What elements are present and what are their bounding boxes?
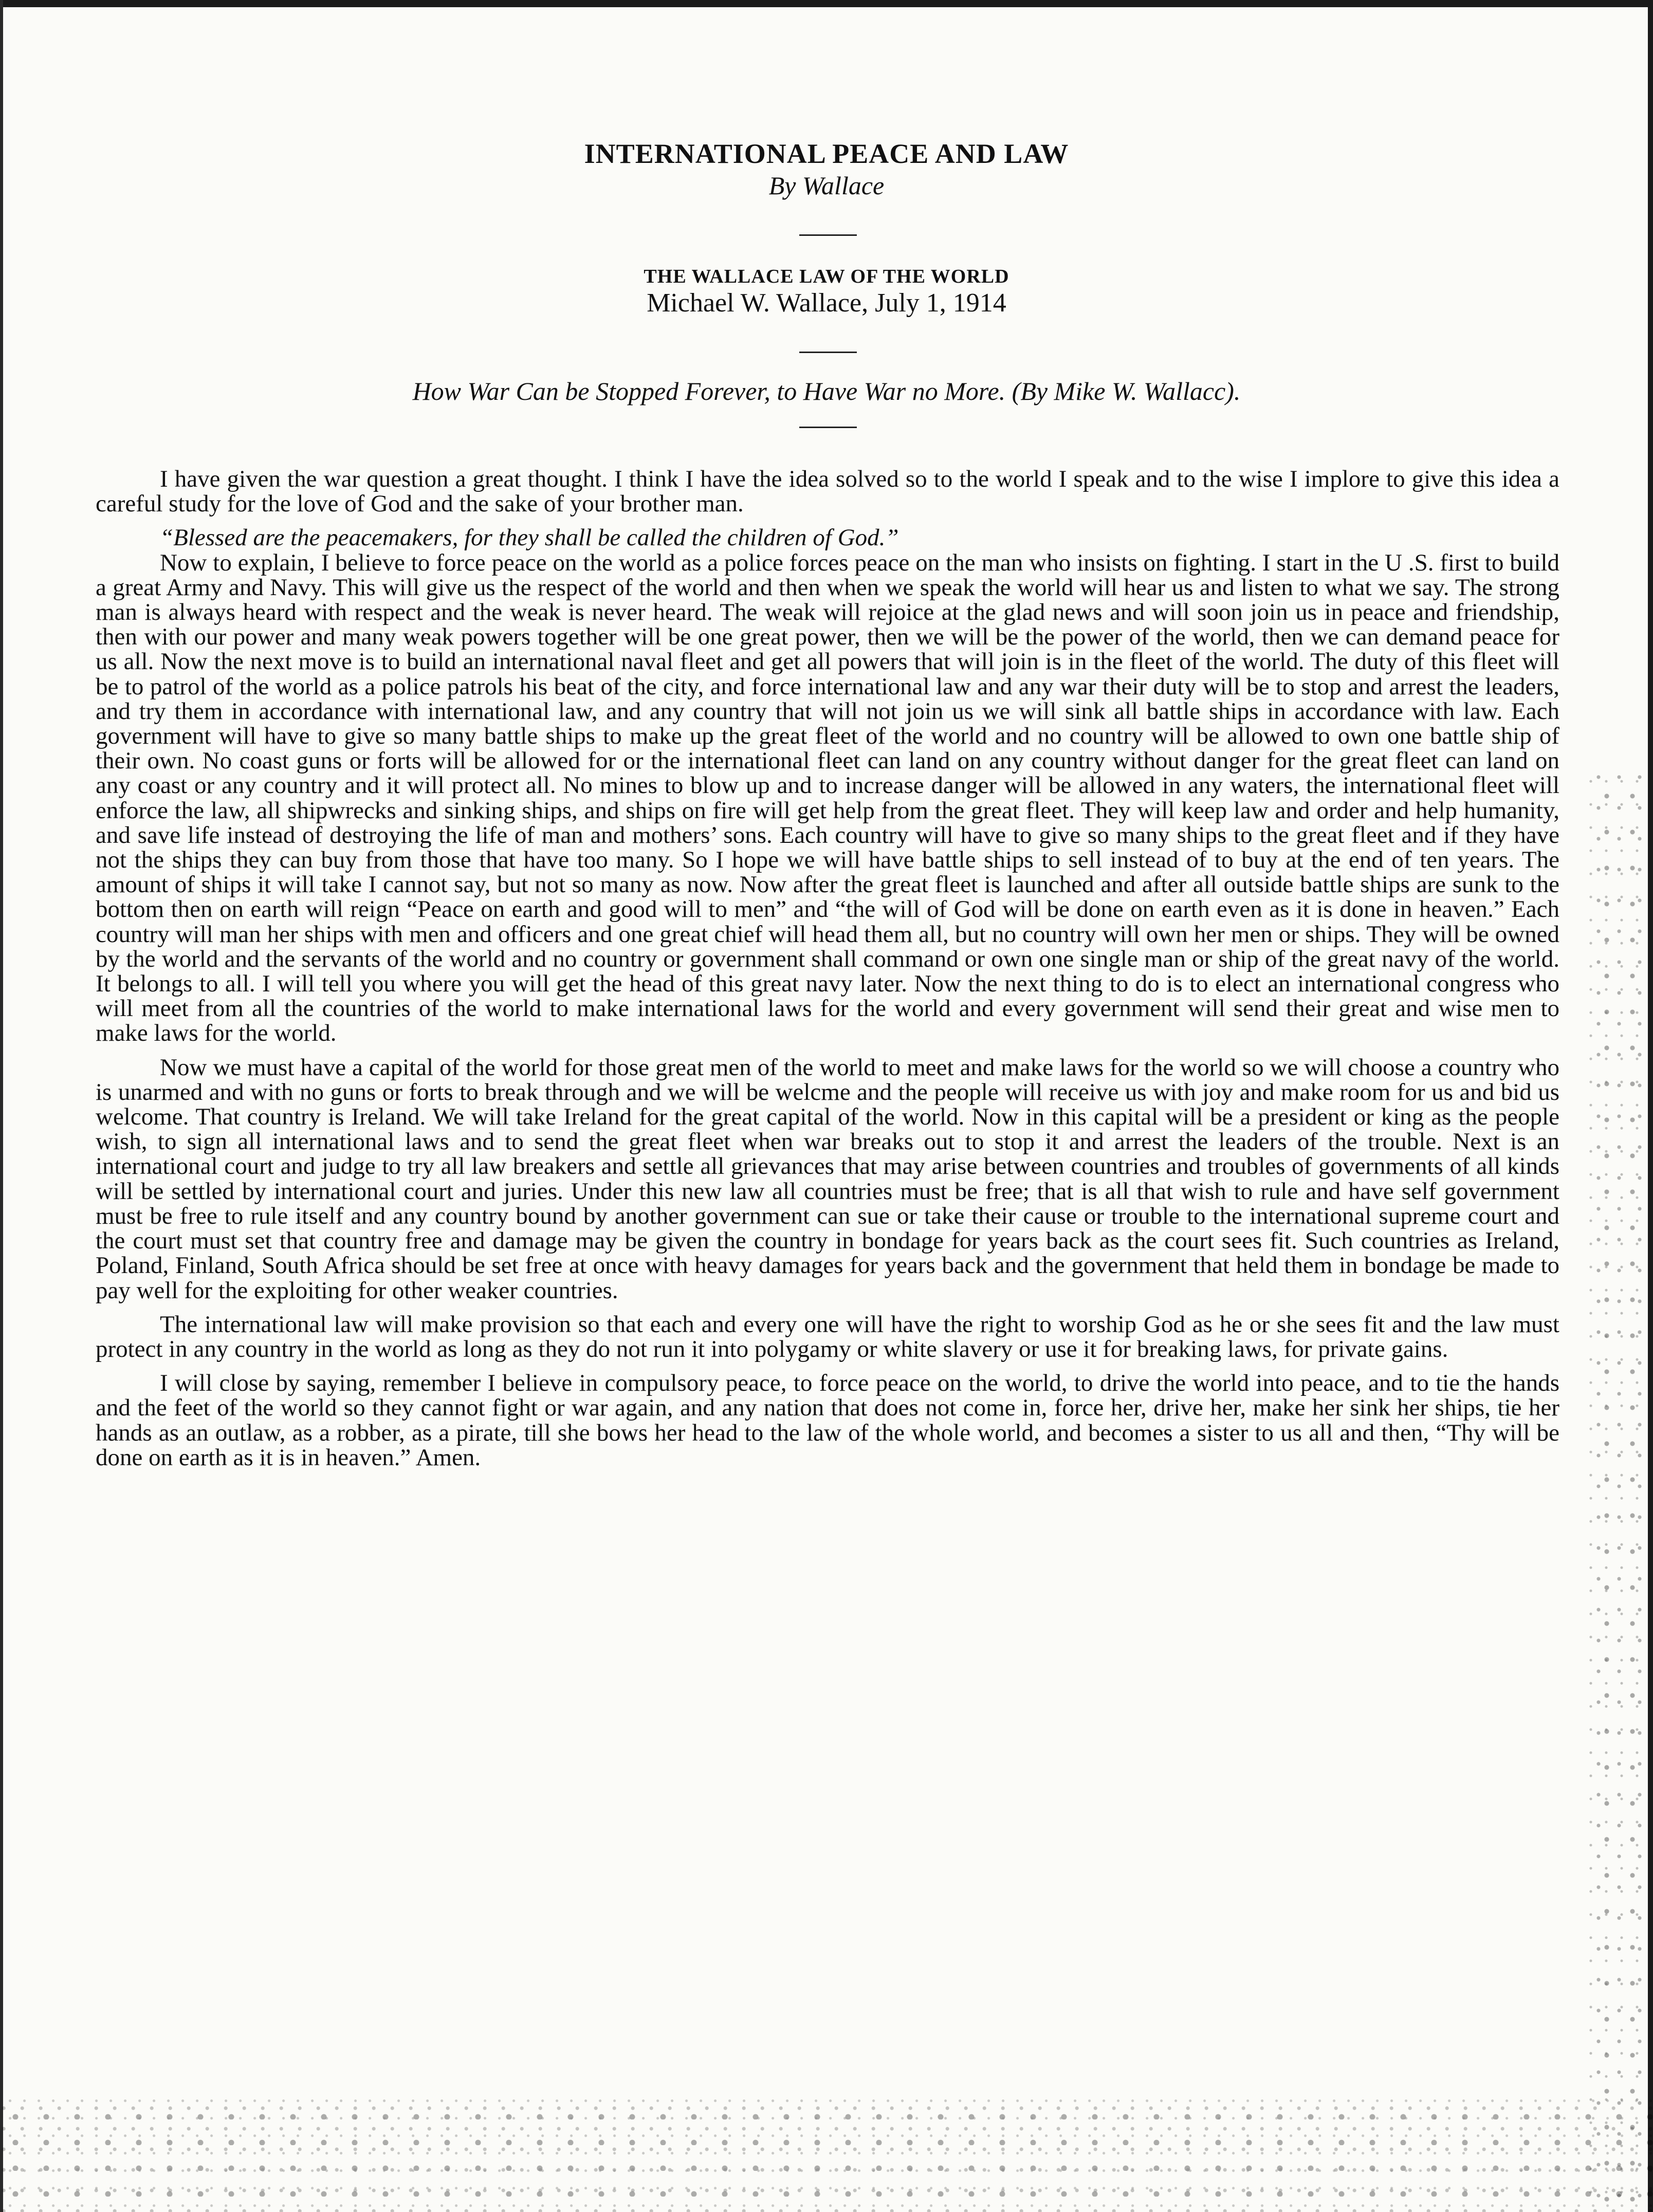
paragraph-capital: Now we must have a capital of the world for those great men of the world to meet and make laws for the world so we will choose a country who is unarmed and with no guns or forts to break through and we will be welcme and the people will receive us with joy and make room for us and bid us welcome. That country is Ireland. We will take Ireland for the great capital of the world. Now in this capital will be a president or king as the people wish, to sign all international laws and to send the great fleet when war breaks out to stop it and arrest the leaders of the trouble. Next is an international court and judge to try all law breakers and settle all grievances that may arise between countries and troubles of governments of all kinds will be settled by international court and juries. Under this new law all countries must be free; that is all that wish to rule and have self government must be free to rule itself and any country bound by another government can sue or take their cause or trouble to the international supreme court and the court must set that country free and damage may be given the country in bondage for years back as the court sees fit. Such countries as Ireland, Poland, Finland, South Africa should be set free at once with heavy damages for years back and the government that held them in bondage be made to pay well for the exploiting for other weaker countries. [96,1054,1559,1304]
paragraph-worship: The international law will make provision so that each and every one will have the right to worship God as he or she sees fit and the law must protect in any country in the world as long as they do not run it into polygamy or white slavery or use it for breaking laws, for private gains. [96,1311,1559,1362]
paragraph-quote: “Blessed are the peacemakers, for they shall be called the children of God.” [160,524,899,551]
divider-rule-2 [799,352,857,353]
divider-rule-1 [799,234,857,236]
paragraph-navy: Now to explain, I believe to force peace on the world as a police forces peace on the man who insists on fighting. I start in the U .S. first to build a great Army and Navy. This will give us the respect of the world and then when we speak the world will hear us and listen to what we say. The strong man is always heard with respect and the weak is never heard. The weak will rejoice at the glad news and will soon join us in peace and friendship, then with our power and many weak powers together will be one great power, then we will be the power of the world, then we can demand peace for us all. Now the next move is to build an international naval fleet and get all powers that will join is in the fleet of the world. The duty of this fleet will be to patrol of the world as a police patrols his beat of the city, and force international law and any war their duty will be to stop and arrest the leaders, and try them in accordance with international law, and any country that will not join us we will sink all battle ships in accordance with law. Each government will have to give so many battle ships to make up the great fleet of the world and no country will be allowed to own one battle ship of their own. No coast guns or forts will be allowed for or the international fleet can land on any country without danger for the great fleet can land on any coast or any country and it will protect all. No mines to blow up and to increase danger will be allowed in any waters, the international fleet will enforce the law, all shipwrecks and sinking ships, and ships on fire will get help from the great fleet. They will keep law and order and help humanity, and save life instead of destroying the life of man and mothers’ sons. Each country will have to give so many ships to the great fleet and if they have not the ships they can buy from those that have too many. So I hope we will have battle ships to sell instead of to buy at the end of ten years. The amount of ships it will take I cannot say, but not so many as now. Now after the great fleet is launched and after all outside battle ships are sunk to the bottom then on earth will reign “Peace on earth and good will to men” and “the will of God will be done on earth even as it is done in heaven.” Each country will man her ships with men and officers and one great chief will head them all, but no country will own her men or ships. They will be owned by the world and the servants of the world and no country or government shall command or own one single man or ship of the great navy of the world. It belongs to all. I will tell you where you will get the head of this great navy later. Now the next thing to do is to elect an international congress who will meet from all the countries of the world to make international laws for the world and every government will send their great and wise men to make laws for the world. [96,549,1559,1047]
scan-border-top [0,0,1653,7]
document-title: INTERNATIONAL PEACE AND LAW [584,138,1069,169]
divider-rule-3 [799,427,857,428]
scan-noise-bottom [0,2094,1653,2212]
motto-line: How War Can be Stopped Forever, to Have War no More. (By Mike W. Wallacc). [412,377,1241,405]
document-subtitle: THE WALLACE LAW OF THE WORLD [644,266,1009,287]
body-text [96,467,1559,1470]
paragraph-intro: I have given the war question a great thought. I think I have the idea solved so to the world I speak and to the wise I implore to give this idea a careful study for the love of God and the sake of your brother man. [96,466,1559,518]
scan-border-right [1648,0,1653,2212]
author-date: Michael W. Wallace, July 1, 1914 [647,288,1006,318]
paragraph-closing: I will close by saying, remember I believe in compulsory peace, to force peace on the world, to drive the world into peace, and to tie the hands and the feet of the world so they cannot fight or war again, and any nation that does not come in, force her, drive her, make her sink her ships, tie her hands as an outlaw, as a robber, as a pirate, till she bows her head to the law of the whole world, and becomes a sister to us all and then, “Thy will be done on earth as it is in heaven.” Amen. [96,1370,1559,1471]
scan-noise-right [1586,771,1648,2212]
scan-border-left [0,0,3,2212]
document-byline: By Wallace [768,171,885,200]
